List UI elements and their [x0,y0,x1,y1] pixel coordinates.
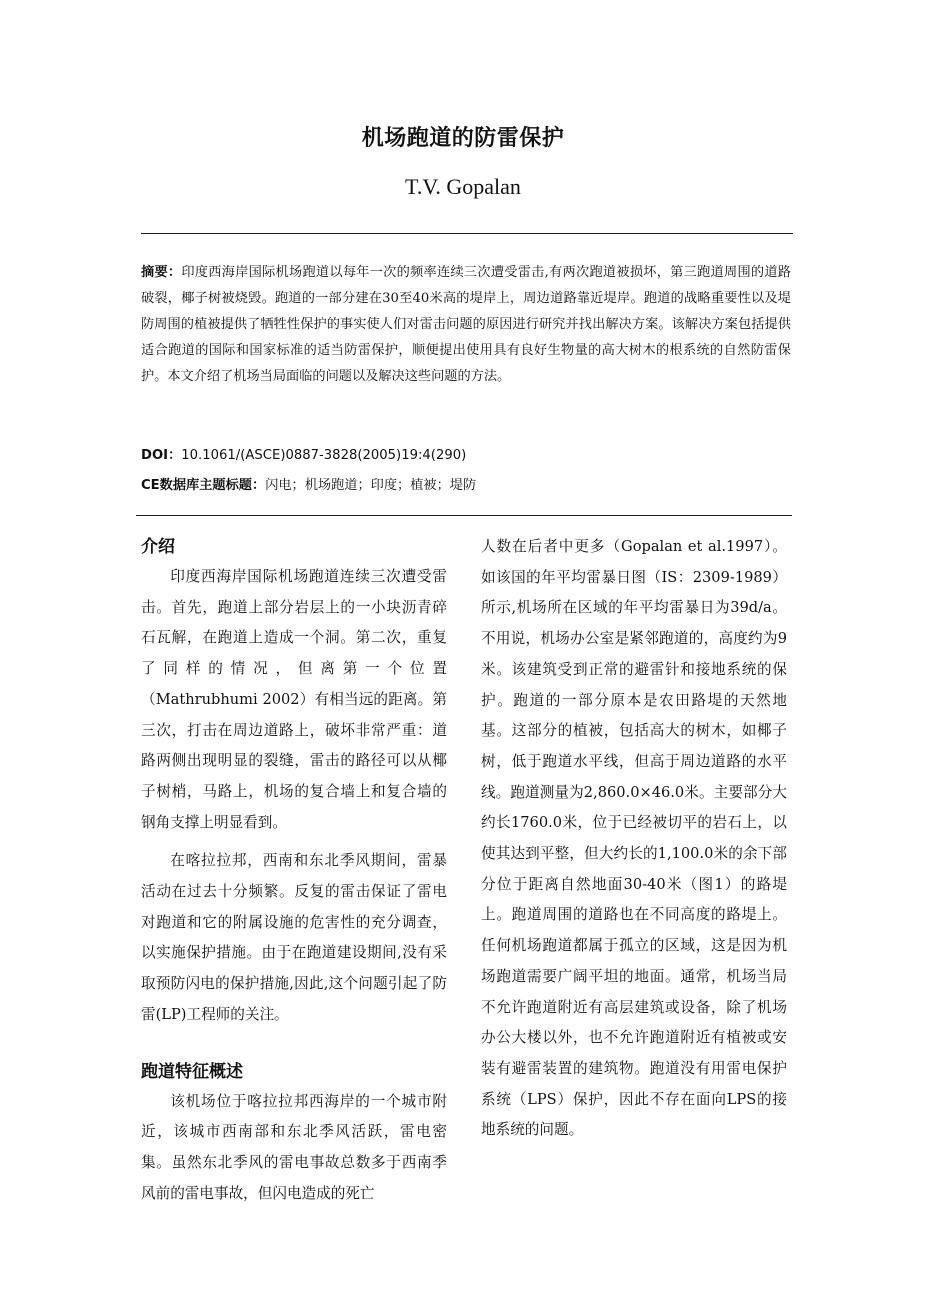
top-divider [141,233,793,234]
subject-value: 闪电；机场跑道；印度；植被；堤防 [265,478,477,493]
abstract-label: 摘要： [141,265,182,280]
doi-value: 10.1061/(ASCE)0887-3828(2005)19:4(290) [181,448,467,463]
doi-line [141,446,791,466]
right-column [481,532,787,1146]
doi-label: DOI： [141,448,182,463]
runway-paragraph-start: 该机场位于喀拉拉邦西海岸的一个城市附近，该城市西南部和东北季风活跃，雷电密集。虽然东北季风的雷电事故总数多于西南季风前的雷电事故，但闪电造成的死亡 [141,1092,447,1202]
left-column [141,532,447,1209]
subject-label: CE数据库主题标题： [141,478,266,493]
abstract-text: 印度西海岸国际机场跑道以每年一次的频率连续三次遭受雷击,有两次跑道被损坏，第三跑道周围的道路破裂，椰子树被烧毁。跑道的一部分建在30至40米高的堤岸上，周边道路靠近堤岸。跑道的战略重要性以及堤防周围的植被提供了牺牲性保护的事实使人们对雷击问题的原因进行研究并找出解决方案。该解决方案包括提供适合跑道的国际和国家标准的适当防雷保护，顺便提出使用具有良好生物量的高大树木的根系统的自然防雷保护。本文介绍了机场当局面临的问题以及解决这些问题的方法。 [141,265,791,384]
author-name: T.V. Gopalan [405,174,521,199]
runway-paragraph-continued: 人数在后者中更多（Gopalan et al.1997）。如该国的年平均雷暴日图（IS：2309-1989）所示,机场所在区域的年平均雷暴日为39d/a。不用说，机场办公室是紧邻跑道的，高度约为9米。该建筑受到正常的避雷针和接地系统的保护。跑道的一部分原本是农田路堤的天然地基。这部分的植被，包括高大的树木，如椰子树，低于跑道水平线，但高于周边道路的水平线。跑道测量为2,860.0×46.0米。主要部分大约长1760.0米，位于已经被切平的岩石上，以使其达到平整，但大约长的1,100.0米的余下部分位于距离自然地面30-40米（图1）的路堤上。跑道周围的道路也在不同高度的路堤上。任何机场跑道都属于孤立的区域，这是因为机场跑道需要广阔平坦的地面。通常，机场当局不允许跑道附近有高层建筑或设备，除了机场办公大楼以外，也不允许跑道附近有植被或安装有避雷装置的建筑物。跑道没有用雷电保护系统（LPS）保护，因此不存在面向LPS的接地系统的问题。 [481,538,787,1139]
intro-heading: 介绍 [141,537,175,557]
intro-paragraph-1: 印度西海岸国际机场跑道连续三次遭受雷击。首先，跑道上部分岩层上的一小块沥青碎石瓦解，在跑道上造成一个洞。第二次，重复了同样的情况，但离第一个位置（Mathrubhumi 2002）有相当远的距离。第三次，打击在周边道路上，破坏非常严重：道路两侧出现明显的裂缝，雷击的路径可以从椰子树梢，马路上，机场的复合墙上和复合墙的钢角支撑上明显看到。 [141,568,447,831]
section-divider [136,515,792,516]
runway-heading: 跑道特征概述 [141,1061,243,1082]
subject-headings-line [141,476,791,496]
abstract-block [141,260,791,390]
paper-title: 机场跑道的防雷保护 [361,126,565,151]
intro-paragraph-2: 在喀拉拉邦，西南和东北季风期间，雷暴活动在过去十分频繁。反复的雷击保证了雷电对跑道和它的附属设施的危害性的充分调查，以实施保护措施。由于在跑道建设期间,没有采取预防闪电的保护措施,因此,这个问题引起了防雷(LP)工程师的关注。 [141,852,447,1023]
